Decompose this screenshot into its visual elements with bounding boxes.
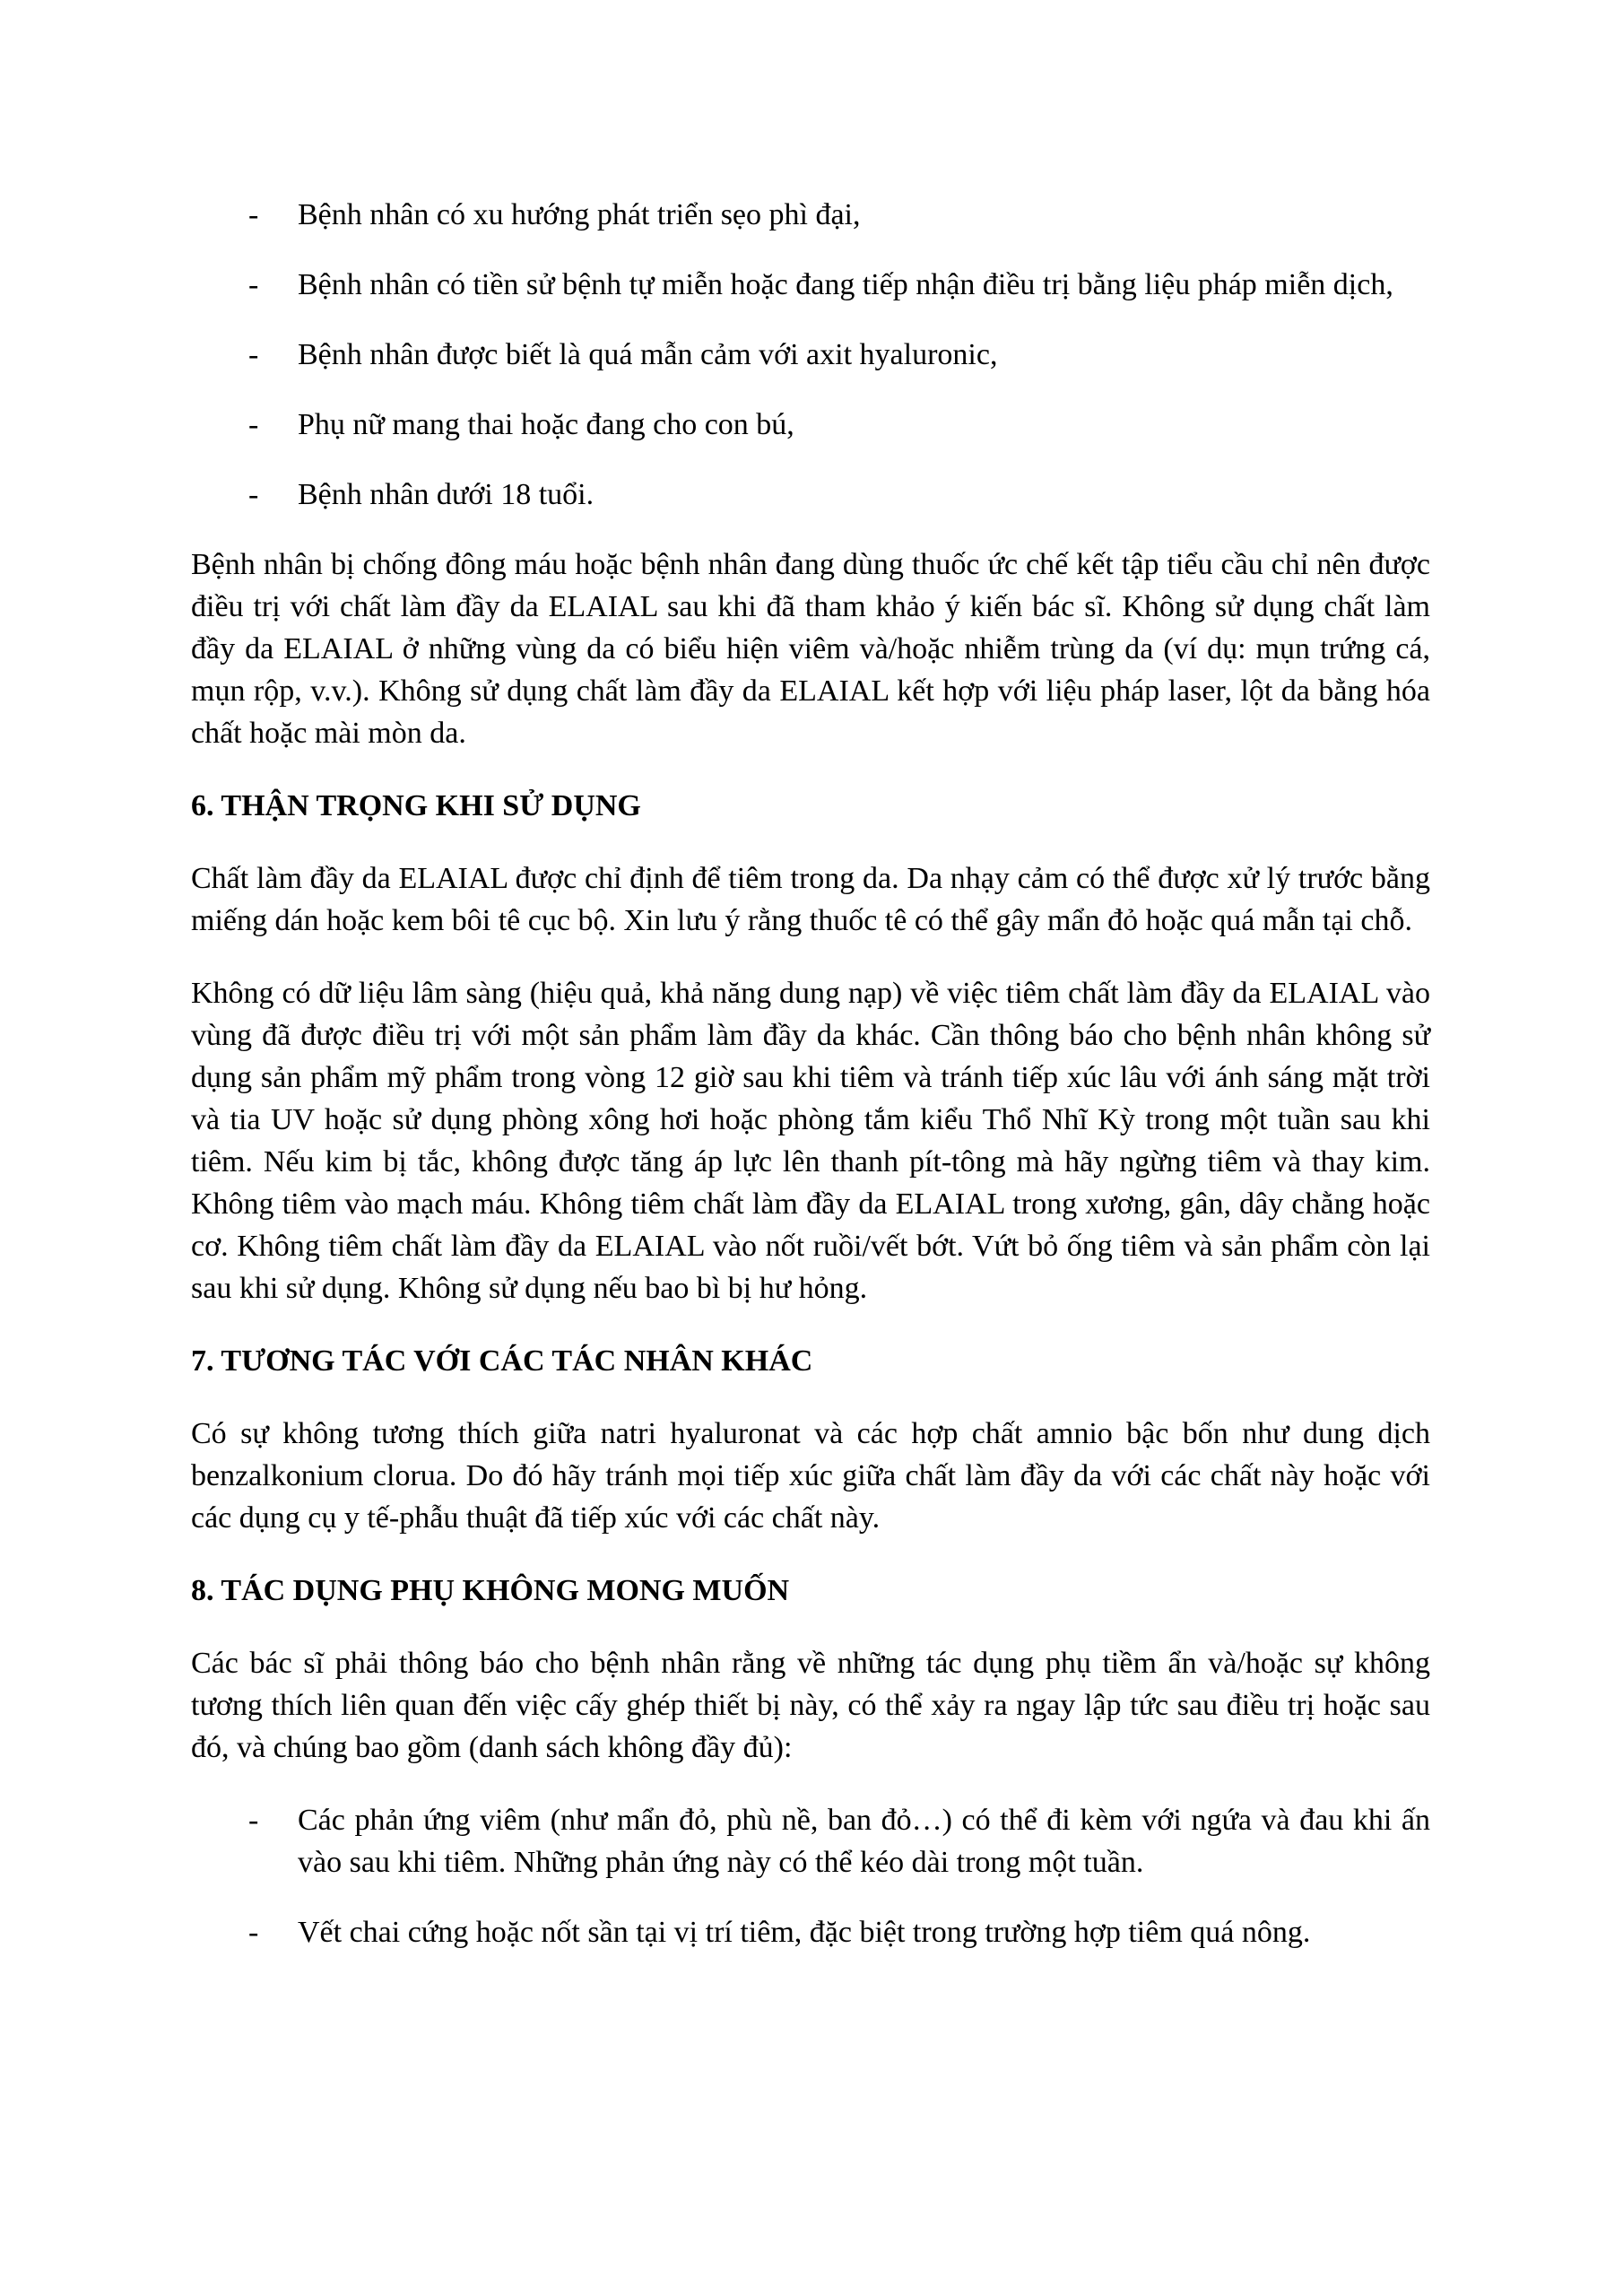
contraindications-list [191,194,1430,516]
bullet-dash: - [248,478,259,511]
list-item-text: Phụ nữ mang thai hoặc đang cho con bú, [298,408,794,441]
list-item [191,404,1430,446]
side-effects-list [191,1799,1430,1953]
list-item-text: Bệnh nhân có xu hướng phát triển sẹo phì đại, [298,198,861,231]
paragraph-interactions: Có sự không tương thích giữa natri hyaluronat và các hợp chất amnio bậc bốn như dung dịch benzalkonium clorua. Do đó hãy tránh mọi tiếp xúc giữa chất làm đầy da với các chất này hoặc với các dụng cụ y tế-phẫu thuật đã tiếp xúc với các chất này. [191,1417,1430,1535]
list-item [191,194,1430,236]
section-heading-side-effects: 8. TÁC DỤNG PHỤ KHÔNG MONG MUỐN [191,1574,790,1607]
list-item [191,474,1430,516]
list-item-text: Các phản ứng viêm (như mẩn đỏ, phù nề, ban đỏ…) có thể đi kèm với ngứa và đau khi ấn vào sau khi tiêm. Những phản ứng này có thể kéo dài trong một tuần. [298,1804,1430,1879]
list-item [191,264,1430,306]
list-item-text: Vết chai cứng hoặc nốt sần tại vị trí tiêm, đặc biệt trong trường hợp tiêm quá nông. [298,1916,1311,1949]
section-heading-interactions: 7. TƯƠNG TÁC VỚI CÁC TÁC NHÂN KHÁC [191,1344,813,1378]
list-item [191,1911,1430,1953]
bullet-dash: - [248,408,259,441]
paragraph-anticoagulant-warning: Bệnh nhân bị chống đông máu hoặc bệnh nhân đang dùng thuốc ức chế kết tập tiểu cầu chỉ nên được điều trị với chất làm đầy da ELAIAL sau khi đã tham khảo ý kiến bác sĩ. Không sử dụng chất làm đầy da ELAIAL ở những vùng da có biểu hiện viêm và/hoặc nhiễm trùng da (ví dụ: mụn trứng cá, mụn rộp, v.v.). Không sử dụng chất làm đầy da ELAIAL kết hợp với liệu pháp laser, lột da bằng hóa chất hoặc mài mòn da. [191,548,1430,750]
bullet-dash: - [248,1916,259,1949]
bullet-dash: - [248,198,259,231]
list-item [191,1799,1430,1883]
list-item-text: Bệnh nhân dưới 18 tuổi. [298,478,595,511]
list-item-text: Bệnh nhân được biết là quá mẫn cảm với axit hyaluronic, [298,338,998,371]
bullet-dash: - [248,1804,259,1837]
paragraph-precautions-1: Chất làm đầy da ELAIAL được chỉ định để tiêm trong da. Da nhạy cảm có thể được xử lý trước bằng miếng dán hoặc kem bôi tê cục bộ. Xin lưu ý rằng thuốc tê có thể gây mẩn đỏ hoặc quá mẫn tại chỗ. [191,862,1430,937]
section-heading-precautions: 6. THẬN TRỌNG KHI SỬ DỤNG [191,789,641,822]
list-item [191,334,1430,376]
paragraph-side-effects-intro: Các bác sĩ phải thông báo cho bệnh nhân rằng về những tác dụng phụ tiềm ẩn và/hoặc sự không tương thích liên quan đến việc cấy ghép thiết bị này, có thể xảy ra ngay lập tức sau điều trị hoặc sau đó, và chúng bao gồm (danh sách không đầy đủ): [191,1647,1430,1764]
paragraph-precautions-2: Không có dữ liệu lâm sàng (hiệu quả, khả năng dung nạp) về việc tiêm chất làm đầy da ELAIAL vào vùng đã được điều trị với một sản phẩm làm đầy da khác. Cần thông báo cho bệnh nhân không sử dụng sản phẩm mỹ phẩm trong vòng 12 giờ sau khi tiêm và tránh tiếp xúc lâu với ánh sáng mặt trời và tia UV hoặc sử dụng phòng xông hơi hoặc phòng tắm kiểu Thổ Nhĩ Kỳ trong một tuần sau khi tiêm. Nếu kim bị tắc, không được tăng áp lực lên thanh pít-tông mà hãy ngừng tiêm và thay kim. Không tiêm vào mạch máu. Không tiêm chất làm đầy da ELAIAL trong xương, gân, dây chằng hoặc cơ. Không tiêm chất làm đầy da ELAIAL vào nốt ruồi/vết bớt. Vứt bỏ ống tiêm và sản phẩm còn lại sau khi sử dụng. Không sử dụng nếu bao bì bị hư hỏng. [191,977,1430,1305]
bullet-dash: - [248,268,259,301]
bullet-dash: - [248,338,259,371]
list-item-text: Bệnh nhân có tiền sử bệnh tự miễn hoặc đang tiếp nhận điều trị bằng liệu pháp miễn dịch, [298,268,1393,301]
